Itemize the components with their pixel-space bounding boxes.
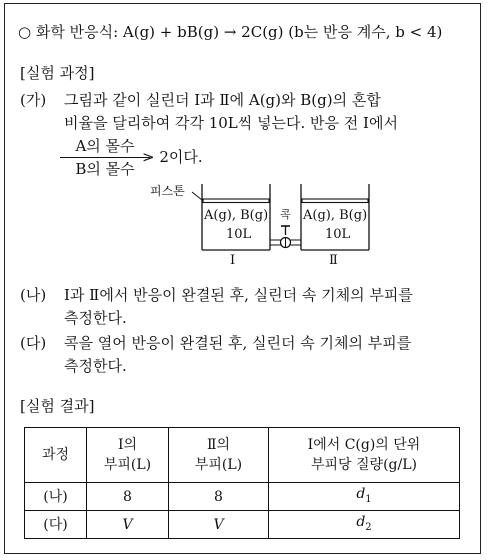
cylinder-1-contents: A(g), B(g) (204, 208, 269, 223)
header-volume-2: Ⅱ의 부피(L) (169, 428, 269, 483)
row-volume-2: 8 (169, 483, 269, 511)
row-step: (나) (25, 483, 87, 511)
row-volume-2: V (169, 511, 269, 539)
row-density: $d_1$ (269, 483, 460, 511)
cylinder-2-contents: A(g), B(g) (303, 208, 368, 223)
step-ga-marker: (가) (20, 91, 47, 109)
procedure-heading: [실험 과정] (20, 64, 95, 82)
row-density: $d_2$ (269, 511, 460, 539)
step-ga-line1: 그림과 같이 실린더 Ⅰ과 Ⅱ에 A(g)와 B(g)의 혼합 (64, 91, 381, 109)
piston-2 (302, 199, 368, 203)
fraction-denominator: B의 몰수 (75, 160, 135, 178)
cylinder-1-volume: 10L (226, 227, 252, 242)
step-na-line1: Ⅰ과 Ⅱ에서 반응이 완결된 후, 실린더 속 기체의 부피를 (64, 286, 413, 304)
piston-label: 피스톤 (150, 184, 185, 198)
row-volume-1: 8 (87, 483, 169, 511)
fraction-condition: > 2이다. (142, 148, 203, 166)
reaction-equation: ○ 화학 반응식: A(g) + bB(g) → 2C(g) (b는 반응 계수, b < 4) (18, 23, 443, 41)
step-ga-line2: 비율을 달리하여 각각 10L씩 넣는다. 반응 전 Ⅰ에서 (64, 114, 398, 132)
step-da-marker: (다) (20, 334, 47, 352)
step-da-line2: 측정한다. (64, 357, 127, 375)
results-table (24, 427, 460, 539)
row-step: (다) (25, 511, 87, 539)
header-step: 과정 (25, 428, 87, 483)
cylinder-2-label: Ⅱ (329, 253, 338, 268)
fraction-numerator: A의 몰수 (60, 136, 150, 158)
cock-label: 콕 (280, 208, 291, 221)
results-heading: [실험 결과] (20, 397, 95, 415)
step-da-line1: 콕을 열어 반응이 완결된 후, 실린더 속 기체의 부피를 (64, 334, 412, 352)
cock-valve-icon (281, 226, 291, 248)
cylinder-2-volume: 10L (325, 227, 351, 242)
row-volume-1: V (87, 511, 169, 539)
step-na-line2: 측정한다. (64, 309, 127, 327)
header-volume-1: Ⅰ의 부피(L) (87, 428, 169, 483)
mole-ratio-fraction (60, 136, 150, 179)
step-na-marker: (나) (20, 286, 47, 304)
piston-1 (203, 199, 269, 203)
cylinder-1-label: Ⅰ (230, 253, 236, 268)
table-header-row (25, 428, 460, 483)
header-density: Ⅰ에서 C(g)의 단위 부피당 질량(g/L) (269, 428, 460, 483)
table-row (25, 483, 460, 511)
piston-leader-line (192, 192, 202, 200)
table-row (25, 511, 460, 539)
